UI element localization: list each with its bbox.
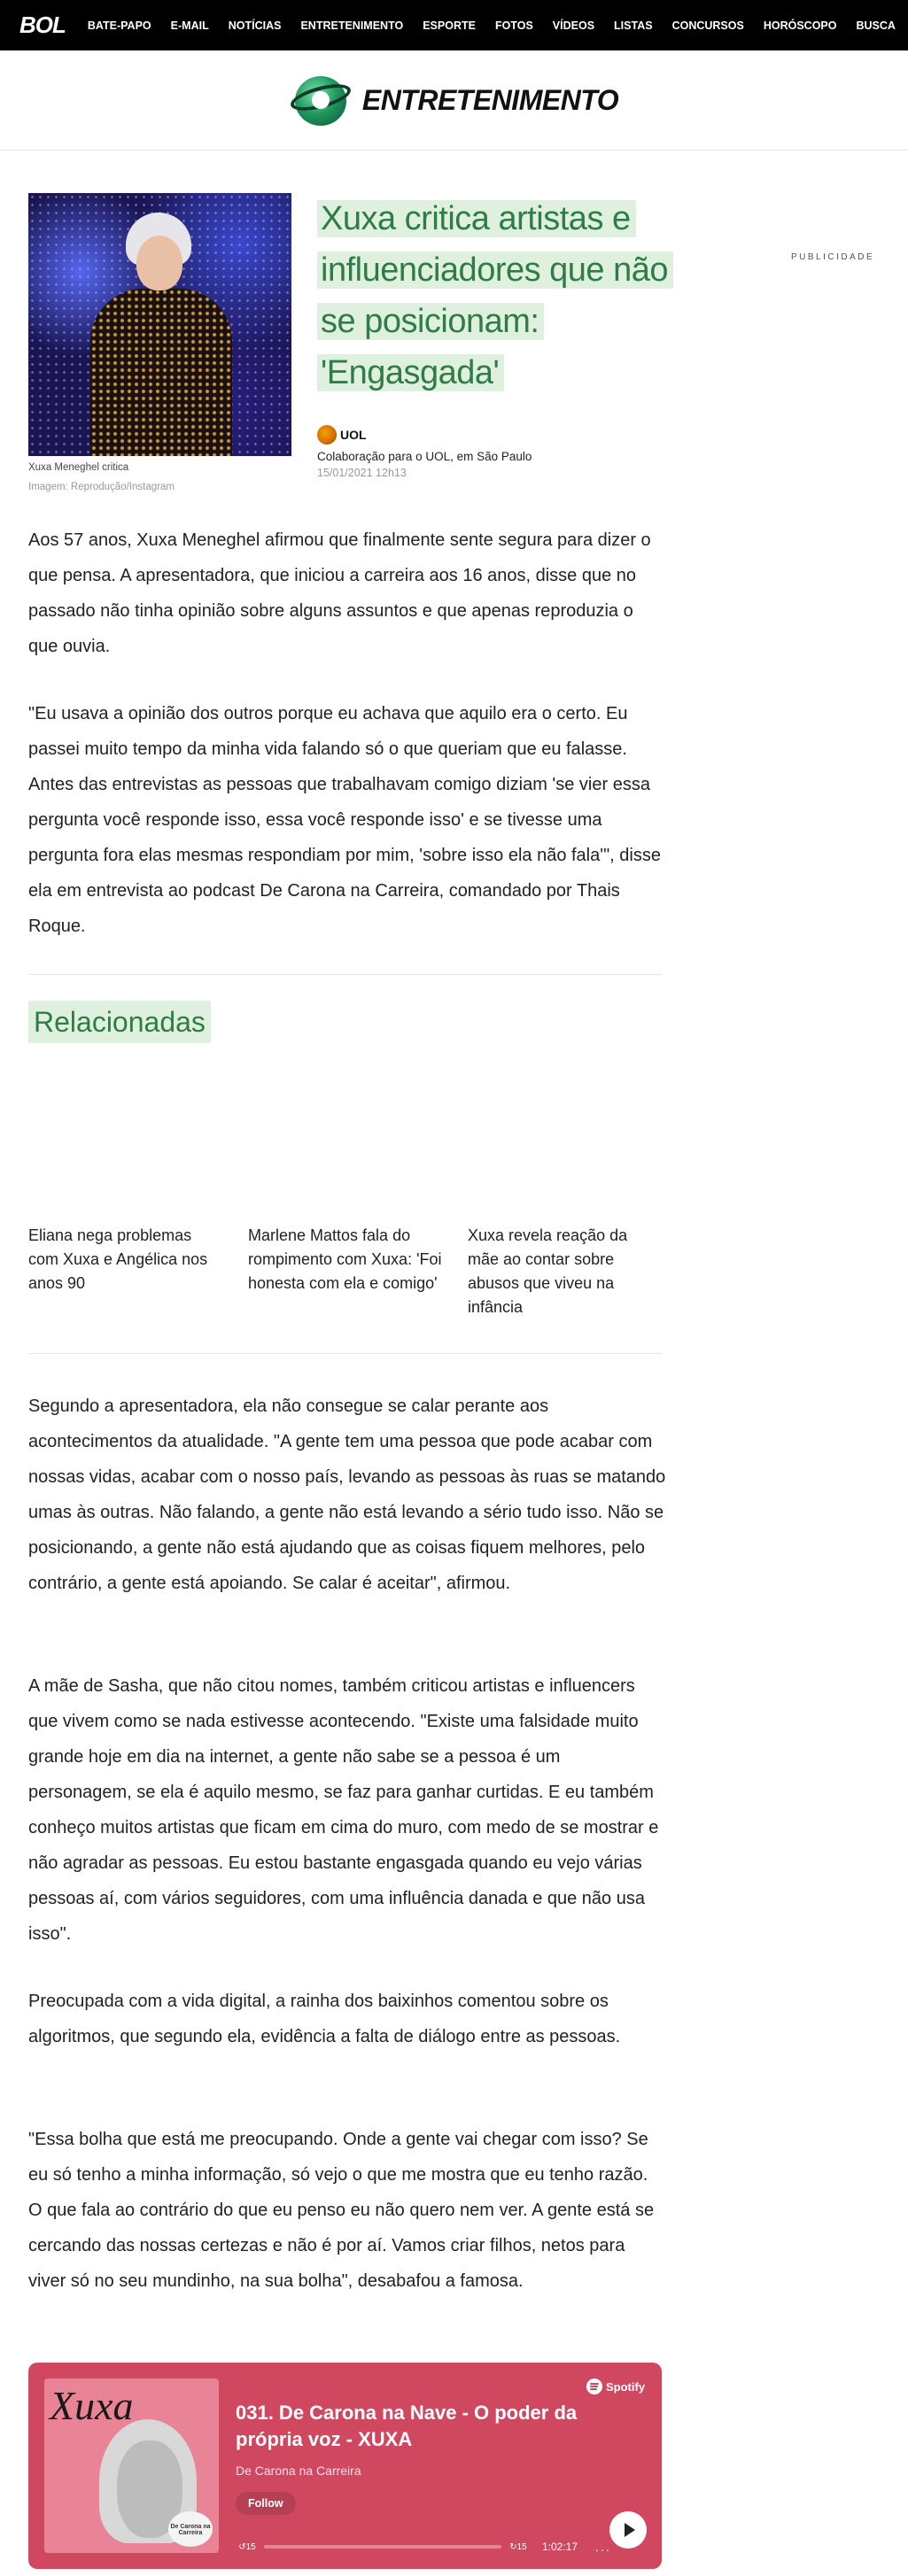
article-paragraph: Preocupada com a vida digital, a rainha dos baixinhos comentou sobre os algoritmos, que segundo ela, evidência a falta de diálogo entre as pessoas. <box>28 1992 621 2046</box>
play-button[interactable] <box>609 2511 647 2549</box>
nav-link[interactable]: E-MAIL <box>170 19 209 32</box>
spotify-brand[interactable]: Spotify <box>586 2379 645 2394</box>
bol-logo[interactable]: BOL <box>19 12 66 38</box>
more-options-icon[interactable]: ... <box>595 2540 611 2554</box>
divider <box>28 1353 662 1354</box>
nav-link[interactable]: BUSCA <box>856 19 896 32</box>
divider <box>28 974 662 975</box>
nav-link[interactable]: LISTAS <box>614 19 653 32</box>
publish-date: 15/01/2021 12h13 <box>317 467 407 479</box>
show-name[interactable]: De Carona na Carreira <box>236 2464 361 2478</box>
nav-links <box>78 19 905 32</box>
spotify-icon <box>586 2379 602 2394</box>
article-paragraph: "Essa bolha que está me preocupando. Onde a gente vai chegar com isso? Se eu só tenho a minha informação, só vejo o que me mostra que eu tenho razão. O que fala ao contrário do que eu penso eu não quero nem ver. A gente está se cercando das nossas certezas e não é por aí. Vamos criar filhos, netos para viver só no seu mundinho, na sua bolha", desabafou a famosa. <box>28 2130 655 2291</box>
related-link[interactable]: Xuxa revela reação da mãe ao contar sobre abusos que viveu na infância <box>468 1226 628 1316</box>
uol-icon <box>317 425 337 445</box>
article-paragraph: Aos 57 anos, Xuxa Meneghel afirmou que finalmente sente segura para dizer o que pensa. A apresentadora, que iniciou a carreira aos 16 anos, disse que no passado não tinha opinião sobre alguns assuntos e que apenas reproduzia o que ouvia. <box>28 530 651 656</box>
podcast-cover[interactable]: Xuxa De Carona na Carreira <box>44 2379 219 2553</box>
cover-badge: De Carona na Carreira <box>168 2511 213 2547</box>
channel-header <box>0 50 908 151</box>
ad-label: PUBLICIDADE <box>791 252 875 262</box>
nav-link[interactable]: FOTOS <box>494 19 533 32</box>
episode-title[interactable]: 031. De Carona na Nave - O poder da própria voz - XUXA <box>236 2402 578 2450</box>
nav-link[interactable]: VÍDEOS <box>552 19 595 32</box>
top-navbar <box>0 0 908 50</box>
skip-back-icon[interactable]: ↺ 15 <box>238 2541 256 2552</box>
article-paragraph: A mãe de Sasha, que não citou nomes, também criticou artistas e influencers que vivem como se nada estivesse acontecendo. "Existe uma falsidade muito grande hoje em dia na internet, a gente não sabe se a pessoa é um personagem, se ela é aquilo mesmo, se faz para ganhar curtidas. E eu também conheço muitos artistas que ficam em cima do muro, com medo de se mostrar e não agradar as pessoas. Eu estou bastante engasgada quando eu vejo várias pessoas aí, com vários seguidores, com uma influência danada e que não usa isso". <box>28 1676 659 1944</box>
nav-link[interactable]: ENTRETENIMENTO <box>300 19 404 32</box>
player-controls <box>236 2536 643 2557</box>
nav-link[interactable]: CONCURSOS <box>671 19 744 32</box>
nav-link[interactable]: NOTÍCIAS <box>228 19 282 32</box>
article-paragraph: "Eu usava a opinião dos outros porque eu achava que aquilo era o certo. Eu passei muito tempo da minha vida falando só o que queriam que eu falasse. Antes das entrevistas as pessoas que trabalhavam comigo diziam 'se vier essa pergunta você responde isso, essa você responde isso' e se tivesse uma pergunta fora elas mesmas respondiam por mim, 'sobre isso ela não fala'", disse ela em entrevista ao podcast De Carona na Carreira, comandado por Thais Roque. <box>28 704 661 936</box>
related-link[interactable]: Marlene Mattos fala do rompimento com Xuxa: 'Foi honesta com ela e comigo' <box>248 1226 442 1292</box>
entretenimento-logo-icon[interactable] <box>290 73 352 128</box>
progress-bar[interactable] <box>264 2545 501 2549</box>
duration: 1:02:17 <box>542 2541 578 2553</box>
image-caption: Xuxa Meneghel critica <box>28 462 129 473</box>
article-hero-image <box>28 193 291 456</box>
author-line: Colaboração para o UOL, em São Paulo <box>317 450 532 463</box>
article-paragraph: Segundo a apresentadora, ela não consegue se calar perante aos acontecimentos da atualidade. "A gente tem uma pessoa que pode acabar com nossas vidas, acabar com o nosso país, levando as pessoas às ruas se matando umas às outras. Não falando, a gente não está levando a sério tudo isso. Não se posicionando, a gente não está ajudando que as coisas fiquem melhores, pelo contrário, a gente está apoiando. Se calar é aceitar", afirmou. <box>28 1396 666 1593</box>
channel-title[interactable]: ENTRETENIMENTO <box>361 83 619 116</box>
source-logo[interactable]: UOL <box>317 425 532 445</box>
byline <box>317 425 532 479</box>
related-title: Relacionadas <box>28 1001 211 1043</box>
follow-button[interactable]: Follow <box>236 2492 296 2515</box>
article-headline: Xuxa critica artistas e influenciadores que não se posicionam: 'Engasgada' <box>317 193 671 398</box>
nav-link[interactable]: BATE-PAPO <box>87 19 151 32</box>
image-credit: Imagem: Reprodução/Instagram <box>28 482 175 492</box>
skip-forward-icon[interactable]: ↻ 15 <box>509 2541 527 2552</box>
nav-link[interactable]: HORÓSCOPO <box>763 19 837 32</box>
related-link[interactable]: Eliana nega problemas com Xuxa e Angélica nos anos 90 <box>28 1226 208 1292</box>
spotify-player <box>28 2363 662 2569</box>
nav-link[interactable]: ESPORTE <box>423 19 476 32</box>
